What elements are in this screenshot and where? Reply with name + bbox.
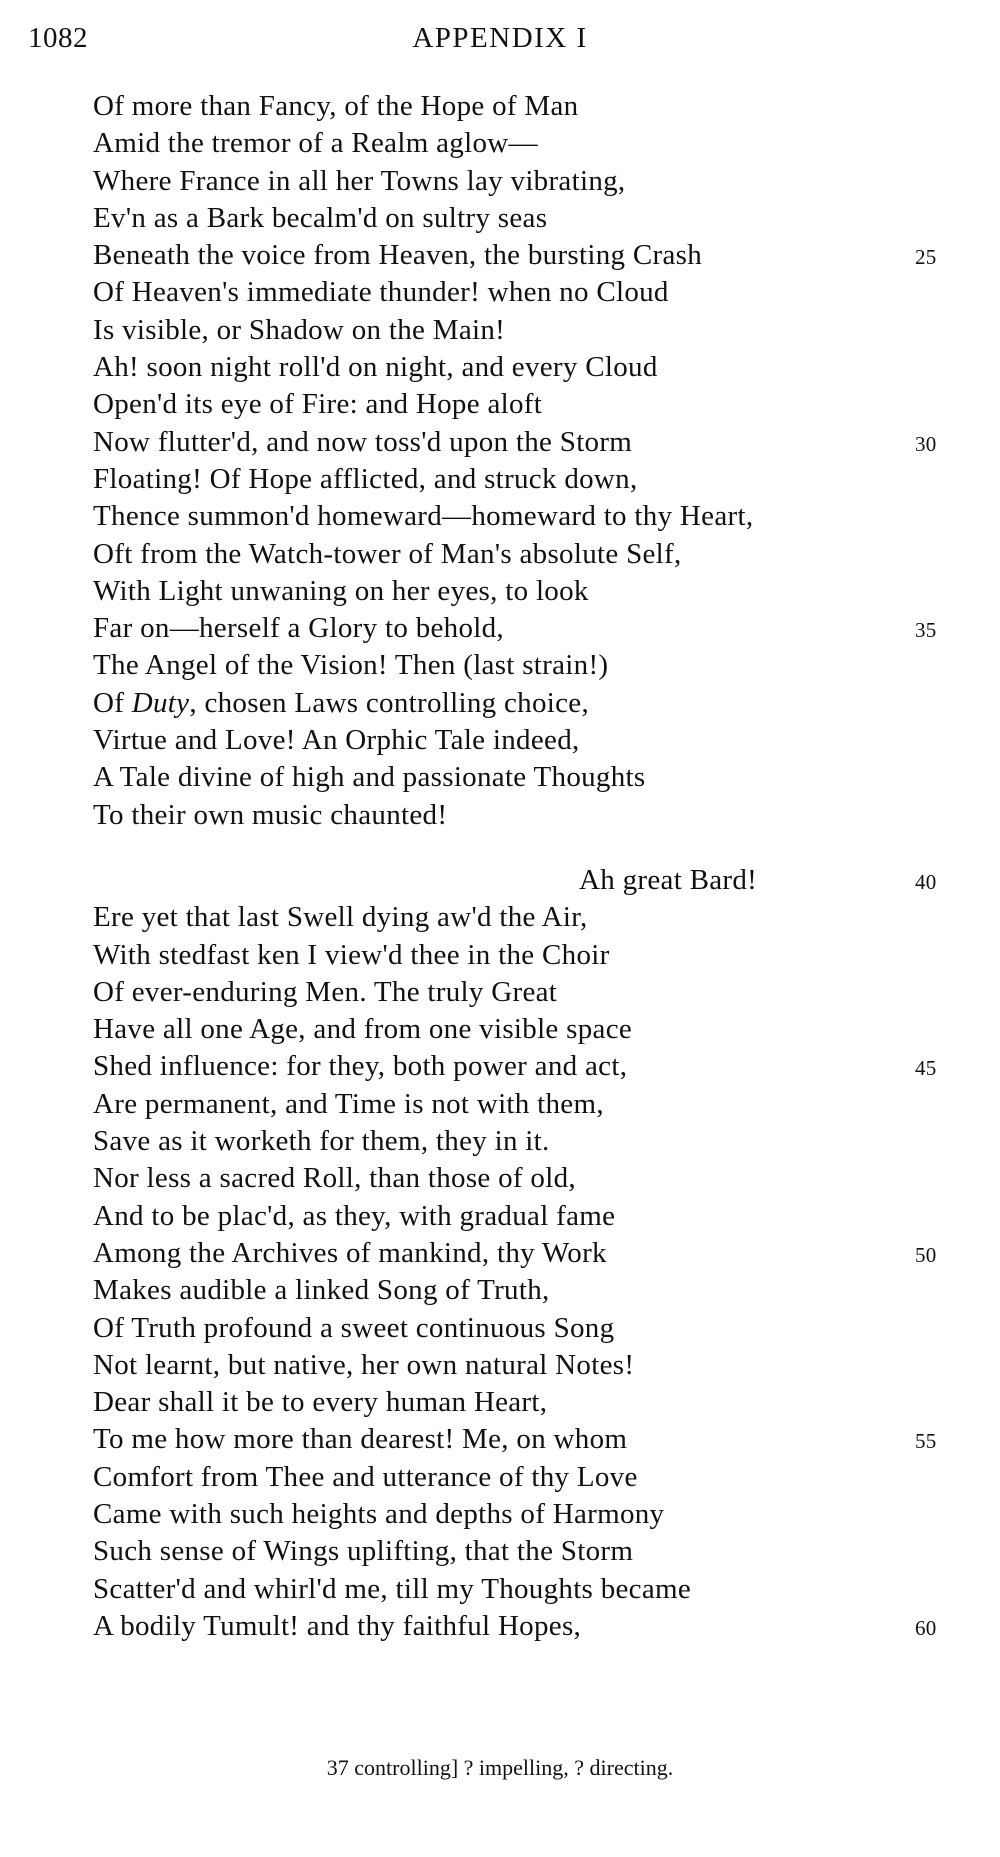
verse-text: Far on—herself a Glory to behold, (93, 612, 504, 645)
line-number: 60 (915, 1615, 937, 1640)
verse-line (93, 1198, 993, 1235)
verse-line (93, 1347, 993, 1384)
verse-line (93, 1571, 993, 1608)
verse-text: Of (93, 686, 132, 719)
verse-line (93, 1496, 993, 1533)
verse-text: Among the Archives of mankind, thy Work (93, 1236, 607, 1269)
footnote: 37 controlling] ? impelling, ? directing. (326, 1755, 674, 1780)
verse-line (93, 1310, 993, 1347)
verse-text: A Tale divine of high and passionate Thoughts (93, 761, 646, 794)
verse-text: Virtue and Love! An Orphic Tale indeed, (93, 724, 580, 757)
verse-line (93, 386, 993, 423)
verse-text: Scatter'd and whirl'd me, till my Thoughts became (93, 1572, 692, 1605)
verse-text: Shed influence: for they, both power and act, (93, 1050, 628, 1083)
verse-text: To me how more than dearest! Me, on whom (93, 1423, 628, 1456)
verse-line (93, 312, 993, 349)
verse-line (93, 1235, 993, 1272)
line-number: 55 (915, 1429, 937, 1454)
verse-line (93, 461, 993, 498)
italic-word: Duty (131, 686, 190, 719)
verse-text: With Light unwaning on her eyes, to look (93, 574, 589, 607)
verse-line (93, 1086, 993, 1123)
line-number: 40 (915, 869, 937, 894)
verse-text: Makes audible a linked Song of Truth, (93, 1274, 550, 1307)
line-number: 30 (915, 431, 937, 456)
verse-text: Dear shall it be to every human Heart, (93, 1386, 548, 1419)
verse-text: Save as it worketh for them, they in it. (93, 1125, 550, 1158)
verse-line (93, 349, 993, 386)
page-number: 1082 (28, 22, 88, 54)
verse-line (93, 862, 993, 899)
running-head: APPENDIX I (412, 22, 588, 54)
verse-text: Ere yet that last Swell dying aw'd the Air, (93, 901, 588, 934)
verse-text: Ah great Bard! (579, 863, 758, 896)
verse-line (93, 88, 993, 125)
verse-line (93, 1608, 993, 1645)
verse-text: Are permanent, and Time is not with them, (93, 1087, 604, 1120)
verse-line (93, 937, 993, 974)
verse-line (93, 1459, 993, 1496)
verse-line (93, 536, 993, 573)
verse-text: Amid the tremor of a Realm aglow— (93, 127, 538, 160)
verse-text: To their own music chaunted! (93, 798, 448, 831)
verse-text: And to be plac'd, as they, with gradual fame (93, 1199, 616, 1232)
verse-line (93, 1011, 993, 1048)
verse-line (93, 899, 993, 936)
verse-text: Of Heaven's immediate thunder! when no Cloud (93, 276, 669, 309)
verse-text: The Angel of the Vision! Then (last strain!) (93, 649, 609, 682)
line-number: 35 (915, 618, 937, 643)
verse-line (93, 1048, 993, 1085)
verse-line (93, 685, 993, 722)
verse-line (93, 163, 993, 200)
verse-text: Comfort from Thee and utterance of thy Love (93, 1460, 638, 1493)
verse-text: Such sense of Wings uplifting, that the Storm (93, 1535, 634, 1568)
verse-line (93, 647, 993, 684)
verse-line (93, 573, 993, 610)
verse-line (93, 237, 993, 274)
verse-text: Oft from the Watch-tower of Man's absolute Self, (93, 537, 682, 570)
verse-line (93, 1384, 993, 1421)
verse-text: Of more than Fancy, of the Hope of Man (93, 90, 579, 122)
verse-text: Where France in all her Towns lay vibrating, (93, 164, 626, 197)
verse-text: With stedfast ken I view'd thee in the Choir (93, 938, 610, 971)
verse-text: Ah! soon night roll'd on night, and every Cloud (93, 351, 658, 384)
verse-line (93, 1272, 993, 1309)
poem-text (93, 88, 993, 1645)
verse-line (93, 759, 993, 796)
verse-text: Is visible, or Shadow on the Main! (93, 313, 506, 346)
stanza-gap (93, 834, 993, 862)
verse-text: A bodily Tumult! and thy faithful Hopes, (93, 1609, 582, 1642)
verse-text: Nor less a sacred Roll, than those of old, (93, 1162, 576, 1195)
verse-line (93, 1421, 993, 1458)
verse-line (93, 200, 993, 237)
verse-line (93, 1123, 993, 1160)
verse-text: Now flutter'd, and now toss'd upon the Storm (93, 425, 633, 458)
verse-line (93, 274, 993, 311)
verse-text: Beneath the voice from Heaven, the bursting Crash (93, 239, 703, 272)
verse-text: Ev'n as a Bark becalm'd on sultry seas (93, 201, 548, 234)
verse-line (93, 797, 993, 834)
verse-text: Thence summon'd homeward—homeward to thy Heart, (93, 500, 754, 533)
line-number: 45 (915, 1056, 937, 1081)
verse-text: Not learnt, but native, her own natural Notes! (93, 1348, 635, 1381)
verse-line (93, 974, 993, 1011)
verse-line (93, 424, 993, 461)
line-number: 25 (915, 245, 937, 270)
verse-text: , chosen Laws controlling choice, (189, 686, 590, 719)
verse-text: Have all one Age, and from one visible space (93, 1013, 633, 1046)
verse-text: Open'd its eye of Fire: and Hope aloft (93, 388, 543, 421)
verse-line (93, 1533, 993, 1570)
verse-line (93, 722, 993, 759)
verse-text: Of ever-enduring Men. The truly Great (93, 975, 558, 1008)
verse-line (93, 125, 993, 162)
line-number: 50 (915, 1242, 937, 1267)
verse-line (93, 1160, 993, 1197)
verse-text: Floating! Of Hope afflicted, and struck down, (93, 462, 638, 495)
verse-line (93, 498, 993, 535)
verse-line (93, 610, 993, 647)
verse-text: Came with such heights and depths of Harmony (93, 1497, 665, 1530)
verse-text: Of Truth profound a sweet continuous Song (93, 1311, 615, 1344)
